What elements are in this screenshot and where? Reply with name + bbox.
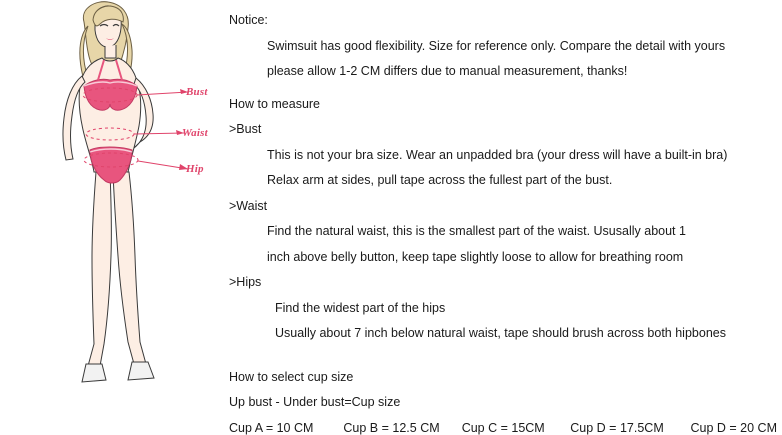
measure-heading: How to measure [229, 96, 321, 111]
measure-waist-line-2: inch above belly button, keep tape slightly loose to allow for breathing room [267, 249, 684, 264]
cup-size-c: Cup C = 15CM [461, 420, 545, 435]
cup-formula: Up bust - Under bust=Cup size [229, 395, 401, 409]
notice-heading: Notice: [229, 13, 268, 27]
measure-bust-label: >Bust [229, 122, 262, 136]
cup-heading: How to select cup size [229, 369, 354, 384]
callout-hip-label: Hip [186, 163, 204, 175]
cup-size-e: Cup D = 20 CM [690, 420, 777, 435]
size-guide-text [229, 14, 777, 434]
cup-size-d: Cup D = 17.5CM [570, 420, 664, 435]
measure-hips-label: >Hips [229, 275, 262, 289]
notice-block [229, 14, 777, 78]
callout-waist-label: Waist [182, 127, 208, 139]
measure-bust-line-2: Relax arm at sides, pull tape across the fullest part of the bust. [267, 173, 613, 187]
how-to-measure-block [229, 98, 777, 340]
measure-waist-line-1: Find the natural waist, this is the smallest part of the waist. Ususally about 1 [267, 224, 686, 238]
cup-size-block [229, 371, 777, 435]
cup-size-a: Cup A = 10 CM [229, 420, 314, 435]
model-illustration [0, 0, 225, 405]
cup-size-row [229, 422, 777, 435]
notice-line-2: please allow 1-2 CM differs due to manual measurement, thanks! [267, 64, 628, 78]
notice-line-1: Swimsuit has good flexibility. Size for reference only. Compare the detail with yours [267, 38, 726, 53]
cup-size-b: Cup B = 12.5 CM [343, 420, 440, 435]
measure-hips-line-2: Usually about 7 inch below natural waist, tape should brush across both hipbones [275, 326, 726, 340]
measure-hips-line-1: Find the widest part of the hips [275, 300, 446, 315]
swimsuit-model-figure [10, 0, 225, 405]
callout-bust-label: Bust [186, 86, 208, 98]
measure-bust-line-1: This is not your bra size. Wear an unpadded bra (your dress will have a built-in bra) [267, 147, 728, 162]
measure-waist-label: >Waist [229, 198, 268, 213]
